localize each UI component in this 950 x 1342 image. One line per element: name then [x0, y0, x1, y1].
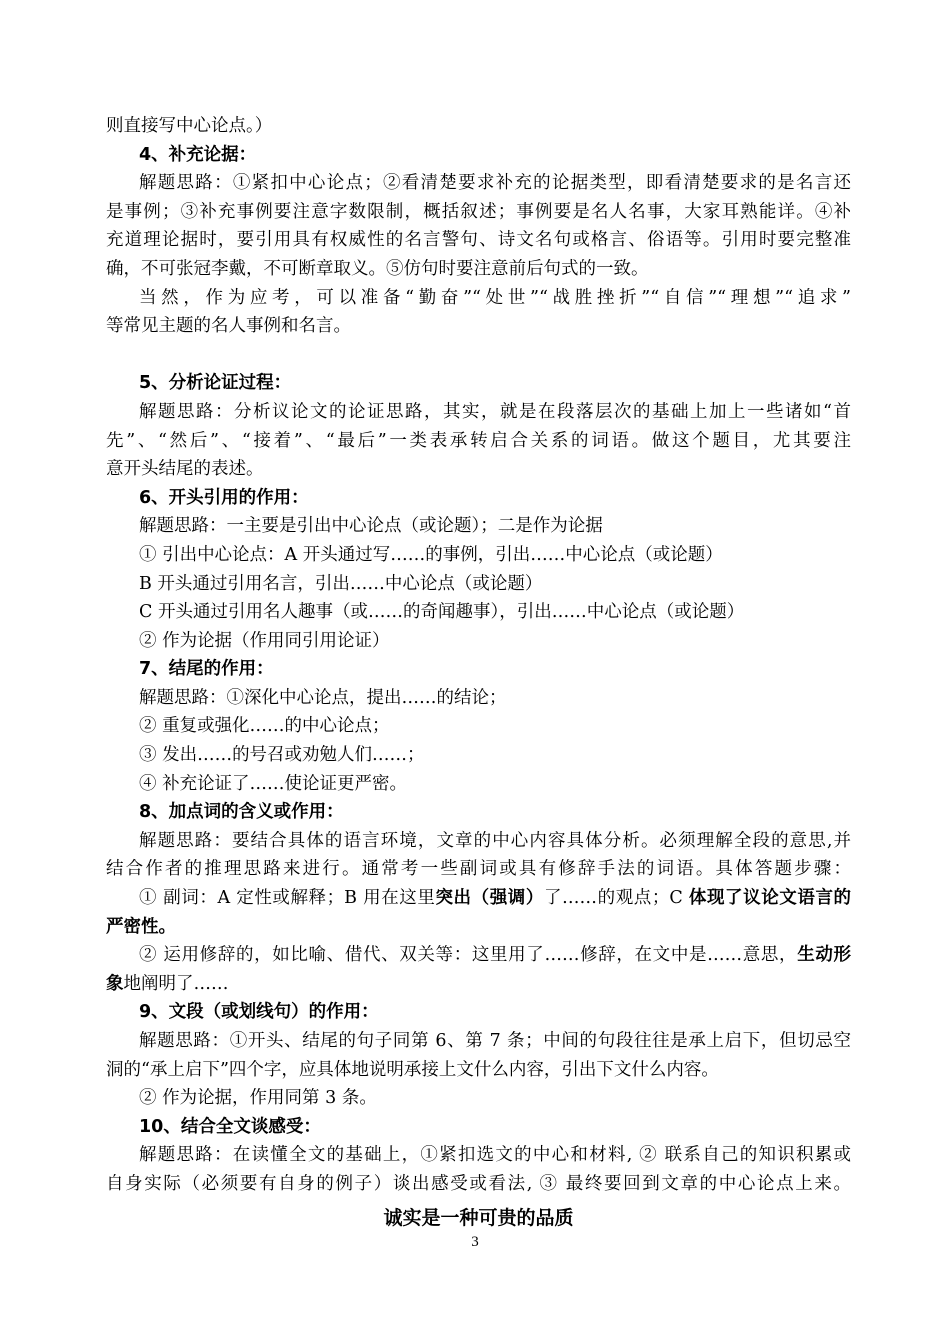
- text-line: 解题思路：要结合具体的语言环境，文章的中心内容具体分析。必须理解全段的意思,并: [139, 830, 851, 851]
- text-line: 充道理论据时，要引用具有权威性的名言警句、诗文名句或格言、俗语等。引用时要完整准: [106, 230, 851, 251]
- section-heading: 10、结合全文谈感受：: [139, 1116, 321, 1137]
- text-line: 意开头结尾的表述。: [106, 459, 264, 480]
- text-run: ① 副词：A 定性或解释；B 用在这里: [139, 888, 436, 909]
- text-line: ③ 发出……的号召或劝勉人们……；: [139, 745, 425, 766]
- text-line: 洞的“承上启下”四个字，应具体地说明承接上文什么内容，引出下文什么内容。: [106, 1059, 719, 1080]
- text-line: 确，不可张冠李戴，不可断章取义。⑤仿句时要注意前后句式的一致。: [106, 258, 649, 279]
- bold-text: 突出（强调）: [435, 888, 544, 909]
- page-number: 3: [471, 1234, 479, 1250]
- text-line: 解题思路：分析议论文的论证思路，其实，就是在段落层次的基础上加上一些诸如“首: [139, 401, 851, 422]
- page-body: [106, 112, 851, 1235]
- text-line: 是事例；③补充事例要注意字数限制，概括叙述；事例要是名人名事，大家耳熟能详。④补: [106, 201, 851, 222]
- text-run: ② 运用修辞的，如比喻、借代、双关等：这里用了……修辞，在文中是……意思，: [139, 945, 798, 966]
- text-line: [106, 884, 851, 913]
- section-heading: 9、文段（或划线句）的作用：: [139, 1002, 379, 1023]
- bold-text: 严密性。: [106, 916, 176, 937]
- text-line: C 开头通过引用名人趣事（或……的奇闻趣事），引出……中心论点（或论题）: [139, 602, 745, 623]
- text-line: 当然，作为应考，可以准备“勤奋”“处世”“战胜挫折”“自信”“理想”“追求”: [139, 287, 851, 308]
- text-line: 等常见主题的名人事例和名言。: [106, 316, 351, 337]
- text-line: ② 作为论据，作用同第 3 条。: [139, 1088, 377, 1109]
- text-line: B 开头通过引用名言，引出……中心论点（或论题）: [139, 573, 543, 594]
- text-line: 先”、“然后”、“接着”、“最后”一类表承转启合关系的词语。做这个题目，尤其要注: [106, 430, 851, 451]
- text-line: ② 重复或强化……的中心论点；: [139, 716, 390, 737]
- text-line: 则直接写中心论点。）: [106, 116, 273, 136]
- section-heading: 7、结尾的作用：: [139, 659, 274, 680]
- section-heading: 4、补充论据：: [139, 144, 257, 165]
- text-line: 解题思路：一主要是引出中心论点（或论题）；二是作为论据: [139, 516, 603, 537]
- text-line: 自身实际（必须要有自身的例子）谈出感受或看法, ③ 最终要回到文章的中心论点上来。: [106, 1173, 851, 1194]
- bold-text: 体现了议论文语言的: [688, 888, 851, 909]
- bold-text: 象: [106, 973, 124, 994]
- section-heading: 5、分析论证过程：: [139, 373, 292, 394]
- text-line: ② 作为论据（作用同引用论证）: [139, 630, 390, 651]
- text-line: 解题思路：①紧扣中心论点；②看清楚要求补充的论据类型，即看清楚要求的是名言还: [139, 173, 851, 194]
- text-line: 结合作者的推理思路来进行。通常考一些副词或具有修辞手法的词语。具体答题步骤：: [106, 859, 851, 880]
- text-run: 了……的观点；C: [543, 888, 689, 909]
- text-line: 解题思路：①深化中心论点，提出……的结论；: [139, 687, 507, 708]
- text-line: 解题思路：在读懂全文的基础上，①紧扣选文的中心和材料, ② 联系自己的知识积累或: [139, 1145, 851, 1166]
- text-line: [106, 941, 851, 970]
- text-line: 解题思路：①开头、结尾的句子同第 6、第 7 条；中间的句段往往是承上启下，但切忌空: [139, 1031, 851, 1051]
- article-title: 诚实是一种可贵的品质: [383, 1206, 574, 1229]
- text-line: [106, 970, 851, 999]
- section-heading: 8、加点词的含义或作用：: [139, 802, 344, 823]
- text-run: 地阐明了……: [123, 973, 229, 994]
- bold-text: 生动形: [797, 945, 851, 966]
- text-line: ④ 补充论证了……使论证更严密。: [139, 773, 408, 794]
- text-line: ① 引出中心论点：A 开头通过写……的事例，引出……中心论点（或论题）: [139, 544, 723, 565]
- section-heading: 6、开头引用的作用：: [139, 487, 309, 508]
- blank-line: [106, 341, 851, 370]
